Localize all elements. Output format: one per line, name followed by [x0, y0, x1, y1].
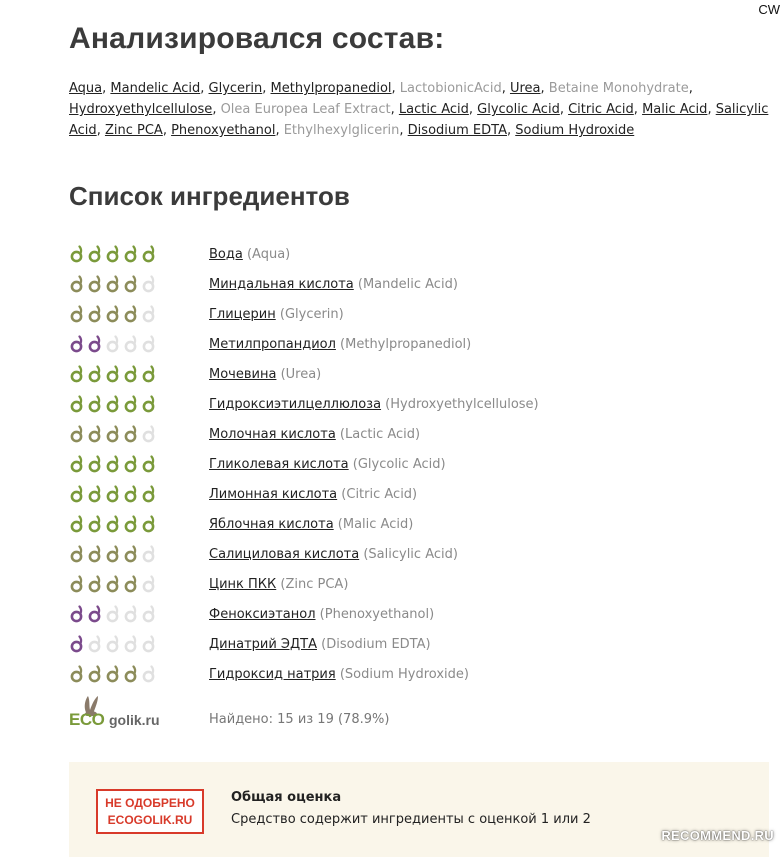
drop-icon — [105, 545, 120, 563]
drop-icon — [105, 395, 120, 413]
drop-icon — [105, 425, 120, 443]
composition-link[interactable]: Hydroxyethylcellulose — [69, 102, 213, 117]
composition-link[interactable]: Citric Acid — [568, 102, 634, 117]
drop-icon — [123, 335, 138, 353]
drop-icon — [87, 575, 102, 593]
drop-icon — [141, 425, 156, 443]
ingredient-row — [69, 449, 769, 479]
drop-icon — [87, 485, 102, 503]
drop-icon — [69, 305, 84, 323]
ingredient-row — [69, 359, 769, 389]
drop-icon — [141, 455, 156, 473]
ingredient-latin-name: (Malic Acid) — [333, 516, 414, 532]
drop-icon — [69, 575, 84, 593]
drop-icon — [87, 335, 102, 353]
drop-icon — [141, 335, 156, 353]
composition-link[interactable]: Salicylic Acid — [69, 102, 769, 138]
not-approved-badge — [96, 789, 204, 834]
drop-icon — [87, 305, 102, 323]
ingredient-latin-name: (Salicylic Acid) — [359, 546, 458, 562]
drop-icon — [105, 575, 120, 593]
drop-icon — [141, 635, 156, 653]
drop-icon — [69, 635, 84, 653]
ingredient-row — [69, 509, 769, 539]
ingredient-row — [69, 539, 769, 569]
drop-icon — [87, 365, 102, 383]
ingredient-name-link[interactable]: Миндальная кислота — [209, 276, 354, 292]
ingredient-name-link[interactable]: Яблочная кислота — [209, 516, 334, 532]
drop-icon — [123, 425, 138, 443]
ingredient-list — [69, 239, 769, 689]
drop-icon — [123, 665, 138, 683]
composition-item: Ethylhexylglicerin — [283, 123, 400, 138]
drop-icon — [123, 305, 138, 323]
drop-icon — [105, 515, 120, 533]
drop-icon — [105, 635, 120, 653]
composition-link[interactable]: Sodium Hydroxide — [515, 123, 635, 138]
drop-icon — [87, 455, 102, 473]
ingredient-row — [69, 329, 769, 359]
drop-icon — [69, 335, 84, 353]
drop-icon — [105, 245, 120, 263]
drop-icon — [87, 605, 102, 623]
ingredient-latin-name: (Mandelic Acid) — [353, 276, 458, 292]
drop-icon — [141, 665, 156, 683]
ingredient-latin-name: (Disodium EDTA) — [317, 636, 431, 652]
ingredient-row — [69, 479, 769, 509]
composition-link[interactable]: Aqua — [69, 81, 103, 96]
drop-icon — [87, 635, 102, 653]
drop-icon — [123, 275, 138, 293]
composition-link[interactable]: Urea — [509, 81, 541, 96]
ingredient-name-link[interactable]: Вода — [209, 246, 243, 262]
drop-icon — [123, 245, 138, 263]
analyzed-title: Анализировался состав: — [69, 22, 445, 55]
composition-link[interactable]: Mandelic Acid — [110, 81, 201, 96]
drop-icon — [69, 245, 84, 263]
ecogolik-logo[interactable] — [69, 692, 181, 736]
ingredient-latin-name: (Methylpropanediol) — [335, 336, 472, 352]
composition-item: LactobionicAcid — [399, 81, 502, 96]
rating-drops — [69, 365, 209, 383]
drop-icon — [69, 425, 84, 443]
composition-link[interactable]: Disodium EDTA — [407, 123, 507, 138]
drop-icon — [123, 635, 138, 653]
ingredient-row — [69, 629, 769, 659]
rating-drops — [69, 545, 209, 563]
composition-link[interactable]: Methylpropanediol — [270, 81, 392, 96]
ingredient-name-link[interactable]: Цинк ПКК — [209, 576, 277, 592]
ingredient-latin-name: (Phenoxyethanol) — [315, 606, 435, 622]
drop-icon — [69, 365, 84, 383]
drop-icon — [105, 305, 120, 323]
ingredient-row — [69, 269, 769, 299]
composition-link[interactable]: Lactic Acid — [398, 102, 469, 117]
logo-eco-text: ECO — [69, 710, 105, 729]
drop-icon — [87, 515, 102, 533]
rating-drops — [69, 425, 209, 443]
rating-drops — [69, 335, 209, 353]
drop-icon — [123, 485, 138, 503]
ingredients-title: Список ингредиентов — [69, 181, 350, 211]
drop-icon — [105, 455, 120, 473]
rating-drops — [69, 485, 209, 503]
ingredient-row — [69, 419, 769, 449]
drop-icon — [141, 275, 156, 293]
rating-drops — [69, 665, 209, 683]
ingredient-row — [69, 389, 769, 419]
ingredient-name-link[interactable]: Мочевина — [209, 366, 277, 382]
ingredient-row — [69, 299, 769, 329]
ingredient-latin-name: (Hydroxyethylcellulose) — [381, 396, 539, 412]
ingredient-latin-name: (Lactic Acid) — [335, 426, 421, 442]
analyzed-composition: Aqua, Mandelic Acid, Glycerin, Methylpropanediol, LactobionicAcid, Urea, Betaine Monohydrate, Hydroxyethylcellulose, Olea Europea Leaf Extract, Lactic Acid, Glycolic Acid, Citric Acid, Malic Acid, Salicylic Acid, Zinc PCA, Phenoxyethanol, Ethylhexylglicerin, Disodium EDTA, Sodium Hydroxide — [69, 81, 769, 138]
drop-icon — [123, 515, 138, 533]
ingredient-latin-name: (Aqua) — [242, 246, 291, 262]
drop-icon — [141, 575, 156, 593]
drop-icon — [69, 395, 84, 413]
drop-icon — [141, 365, 156, 383]
drop-icon — [105, 665, 120, 683]
ingredient-name-link[interactable]: Салициловая кислота — [209, 546, 360, 562]
drop-icon — [87, 665, 102, 683]
ingredient-name-link[interactable]: Метилпропандиол — [209, 336, 336, 352]
rating-drops — [69, 275, 209, 293]
rating-drops — [69, 635, 209, 653]
drop-icon — [87, 545, 102, 563]
ingredient-latin-name: (Glycolic Acid) — [348, 456, 446, 472]
ingredient-row — [69, 569, 769, 599]
drop-icon — [69, 605, 84, 623]
drop-icon — [141, 605, 156, 623]
ingredient-latin-name: (Urea) — [276, 366, 322, 382]
drop-icon — [105, 605, 120, 623]
drop-icon — [141, 515, 156, 533]
verdict-title: Общая оценка — [231, 790, 342, 805]
drop-icon — [69, 455, 84, 473]
rating-drops — [69, 455, 209, 473]
drop-icon — [87, 275, 102, 293]
rating-drops — [69, 605, 209, 623]
drop-icon — [141, 245, 156, 263]
rating-drops — [69, 245, 209, 263]
drop-icon — [141, 545, 156, 563]
ingredient-latin-name: (Zinc PCA) — [276, 576, 349, 592]
logo-domain-text: golik.ru — [109, 712, 160, 728]
badge-line1: НЕ ОДОБРЕНО — [105, 796, 195, 810]
drop-icon — [123, 545, 138, 563]
composition-item: Olea Europea Leaf Extract — [220, 102, 391, 117]
ingredient-name-link[interactable]: Молочная кислота — [209, 426, 336, 442]
drop-icon — [105, 365, 120, 383]
drop-icon — [123, 455, 138, 473]
composition-item: Betaine Monohydrate — [548, 81, 689, 96]
ingredient-row — [69, 659, 769, 689]
drop-icon — [123, 605, 138, 623]
ingredient-name-link[interactable]: Гидроксиэтилцеллюлоза — [209, 396, 382, 412]
composition-link[interactable]: Malic Acid — [642, 102, 708, 117]
rating-drops — [69, 305, 209, 323]
ingredient-name-link[interactable]: Феноксиэтанол — [209, 606, 316, 622]
drop-icon — [141, 395, 156, 413]
drop-icon — [123, 365, 138, 383]
watermark: RECOMMEND.RU — [661, 828, 774, 843]
drop-icon — [69, 665, 84, 683]
ingredient-name-link[interactable]: Гликолевая кислота — [209, 456, 349, 472]
composition-link[interactable]: Glycerin — [208, 81, 263, 96]
ingredient-latin-name: (Citric Acid) — [337, 486, 418, 502]
ingredient-latin-name: (Sodium Hydroxide) — [335, 666, 469, 682]
ingredient-name-link[interactable]: Динатрий ЭДТА — [209, 636, 317, 652]
found-count: Найдено: 15 из 19 (78.9%) — [209, 712, 390, 727]
badge-line2: ECOGOLIK.RU — [107, 813, 193, 827]
rating-drops — [69, 515, 209, 533]
ingredient-latin-name: (Glycerin) — [275, 306, 344, 322]
composition-link[interactable]: Zinc PCA — [104, 123, 163, 138]
drop-icon — [69, 545, 84, 563]
ingredient-name-link[interactable]: Глицерин — [209, 306, 276, 322]
rating-drops — [69, 395, 209, 413]
corner-label: CW — [758, 2, 780, 17]
drop-icon — [87, 425, 102, 443]
drop-icon — [105, 275, 120, 293]
drop-icon — [69, 275, 84, 293]
drop-icon — [123, 575, 138, 593]
drop-icon — [141, 305, 156, 323]
drop-icon — [69, 485, 84, 503]
rating-drops — [69, 575, 209, 593]
drop-icon — [105, 335, 120, 353]
verdict-text: Средство содержит ингредиенты с оценкой 1 или 2 — [231, 812, 591, 827]
ingredient-row — [69, 599, 769, 629]
composition-link[interactable]: Phenoxyethanol — [171, 123, 276, 138]
drop-icon — [141, 485, 156, 503]
drop-icon — [87, 245, 102, 263]
drop-icon — [87, 395, 102, 413]
drop-icon — [123, 395, 138, 413]
ingredient-name-link[interactable]: Гидроксид натрия — [209, 666, 336, 682]
drop-icon — [69, 515, 84, 533]
ingredient-name-link[interactable]: Лимонная кислота — [209, 486, 338, 502]
ingredient-row — [69, 239, 769, 269]
composition-link[interactable]: Glycolic Acid — [477, 102, 560, 117]
drop-icon — [105, 485, 120, 503]
